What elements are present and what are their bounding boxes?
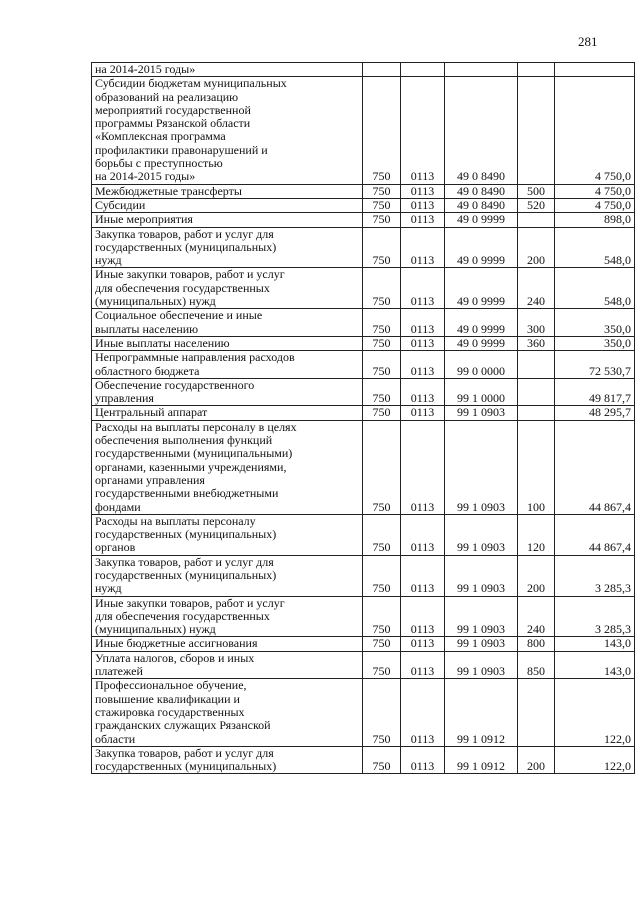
row-target-code: [445, 63, 518, 77]
row-name-text: на 2014-2015 годы»: [95, 62, 196, 76]
row-amount-text: 122,0: [604, 731, 631, 746]
row-section-code: [401, 351, 445, 379]
row-expense-type-code-text: 360: [527, 335, 545, 350]
row-expense-type-code: [518, 351, 555, 379]
row-ved-code-text: 750: [372, 391, 391, 406]
row-section-code: [401, 268, 445, 309]
row-ved-code: [363, 213, 401, 227]
row-ved-code-text: 750: [372, 581, 391, 596]
row-name-text: Центральный аппарат: [95, 405, 208, 420]
row-amount-text: 4 750,0: [595, 197, 631, 212]
row-name: [92, 184, 363, 198]
row-ved-code-text: 750: [372, 540, 391, 555]
row-amount-text: 898,0: [604, 212, 631, 227]
row-expense-type-code: [518, 63, 555, 77]
row-amount: [555, 746, 635, 774]
row-amount: [555, 637, 635, 651]
row-amount: [555, 514, 635, 555]
row-expense-type-code-text: 240: [527, 294, 545, 309]
table-row: [92, 651, 635, 679]
row-amount: [555, 378, 635, 406]
row-amount-text: 49 817,7: [589, 391, 631, 406]
row-expense-type-code: [518, 227, 555, 268]
row-target-code: [445, 351, 518, 379]
table-row: [92, 746, 635, 774]
table-row: [92, 213, 635, 227]
table-row: [92, 77, 635, 184]
row-section-code-text: 0113: [410, 197, 435, 212]
row-target-code-text: 99 1 0903: [457, 581, 505, 596]
row-ved-code-text: 750: [372, 664, 391, 679]
row-name-text: Закупка товаров, работ и услуг для государственных (муниципальных) нужд: [95, 554, 277, 596]
row-ved-code: [363, 746, 401, 774]
row-expense-type-code: [518, 268, 555, 309]
row-ved-code-text: 750: [372, 622, 391, 637]
row-section-code-text: 0113: [410, 664, 435, 679]
row-target-code-text: 99 1 0903: [457, 636, 505, 651]
row-amount: [555, 679, 635, 746]
row-amount: [555, 651, 635, 679]
row-expense-type-code-text: 850: [527, 664, 545, 679]
row-target-code: [445, 420, 518, 514]
row-name-text: Закупка товаров, работ и услуг для государственных (муниципальных): [95, 745, 277, 774]
row-target-code: [445, 746, 518, 774]
row-target-code-text: 99 1 0000: [457, 391, 505, 406]
row-amount: [555, 227, 635, 268]
row-ved-code: [363, 555, 401, 596]
row-target-code: [445, 555, 518, 596]
row-expense-type-code: [518, 514, 555, 555]
row-section-code: [401, 596, 445, 637]
row-expense-type-code: [518, 378, 555, 406]
row-name: [92, 555, 363, 596]
row-ved-code: [363, 309, 401, 337]
row-amount-text: 3 285,3: [595, 581, 631, 596]
row-ved-code-text: 750: [372, 321, 391, 336]
row-section-code-text: 0113: [410, 731, 435, 746]
row-section-code: [401, 420, 445, 514]
row-expense-type-code: [518, 406, 555, 420]
row-amount: [555, 213, 635, 227]
row-target-code-text: 49 0 9999: [457, 335, 505, 350]
row-target-code: [445, 596, 518, 637]
row-name: [92, 351, 363, 379]
row-ved-code-text: 750: [372, 335, 391, 350]
row-expense-type-code-text: 520: [527, 197, 545, 212]
row-expense-type-code: [518, 555, 555, 596]
row-section-code-text: 0113: [410, 759, 435, 774]
row-amount: [555, 268, 635, 309]
row-name-text: Иные закупки товаров, работ и услуг для обеспечения государственных (муниципальных) нужд: [95, 595, 285, 637]
row-expense-type-code-text: 120: [527, 540, 545, 555]
row-ved-code: [363, 336, 401, 350]
row-ved-code: [363, 268, 401, 309]
row-amount-text: 48 295,7: [589, 405, 631, 420]
row-target-code: [445, 514, 518, 555]
row-amount: [555, 420, 635, 514]
row-section-code-text: 0113: [410, 335, 435, 350]
row-expense-type-code-text: 240: [527, 622, 545, 637]
row-section-code: [401, 213, 445, 227]
row-expense-type-code-text: 200: [527, 759, 545, 774]
row-name-text: Субсидии бюджетам муниципальных образований на реализацию мероприятий государственной программы Рязанской области «Комплексная программа профилактики правонарушений и борьбы с преступностью на 2014-2015 годы»: [95, 76, 287, 184]
row-section-code-text: 0113: [410, 212, 435, 227]
row-expense-type-code: [518, 651, 555, 679]
table-row: [92, 514, 635, 555]
row-section-code-text: 0113: [410, 540, 435, 555]
row-expense-type-code-text: 300: [527, 321, 545, 336]
row-target-code: [445, 268, 518, 309]
row-section-code-text: 0113: [410, 391, 435, 406]
row-ved-code-text: 750: [372, 759, 391, 774]
row-expense-type-code: [518, 596, 555, 637]
row-target-code: [445, 336, 518, 350]
row-section-code-text: 0113: [410, 294, 435, 309]
row-section-code: [401, 198, 445, 212]
row-ved-code: [363, 420, 401, 514]
row-target-code-text: 49 0 9999: [457, 253, 505, 268]
row-target-code-text: 99 1 0903: [457, 664, 505, 679]
row-amount-text: 548,0: [604, 253, 631, 268]
row-expense-type-code: [518, 746, 555, 774]
row-ved-code: [363, 651, 401, 679]
page-number: 281: [578, 34, 598, 49]
row-name: [92, 63, 363, 77]
row-section-code: [401, 77, 445, 184]
row-name-text: Закупка товаров, работ и услуг для государственных (муниципальных) нужд: [95, 226, 277, 268]
row-ved-code: [363, 63, 401, 77]
row-target-code: [445, 309, 518, 337]
row-section-code-text: 0113: [410, 405, 435, 420]
row-expense-type-code: [518, 213, 555, 227]
row-target-code: [445, 679, 518, 746]
table-row: [92, 309, 635, 337]
row-target-code-text: 49 0 9999: [457, 294, 505, 309]
table-row: [92, 351, 635, 379]
row-name: [92, 651, 363, 679]
row-amount-text: 3 285,3: [595, 622, 631, 637]
row-amount: [555, 77, 635, 184]
row-ved-code-text: 750: [372, 499, 391, 514]
row-expense-type-code-text: 200: [527, 581, 545, 596]
row-section-code-text: 0113: [410, 622, 435, 637]
row-expense-type-code: [518, 679, 555, 746]
row-expense-type-code: [518, 198, 555, 212]
row-target-code: [445, 77, 518, 184]
row-ved-code-text: 750: [372, 405, 391, 420]
row-target-code: [445, 378, 518, 406]
row-amount-text: 4 750,0: [595, 183, 631, 198]
row-ved-code-text: 750: [372, 363, 391, 378]
table-row: [92, 63, 635, 77]
row-name: [92, 336, 363, 350]
table-row: [92, 268, 635, 309]
row-name: [92, 637, 363, 651]
row-section-code-text: 0113: [410, 363, 435, 378]
row-name: [92, 679, 363, 746]
row-name: [92, 420, 363, 514]
row-section-code: [401, 637, 445, 651]
row-name-text: Профессиональное обучение, повышение квалификации и стажировка государственных гражданских служащих Рязанской области: [95, 678, 271, 746]
row-expense-type-code-text: 800: [527, 636, 545, 651]
row-name-text: Межбюджетные трансферты: [95, 183, 242, 198]
row-section-code-text: 0113: [410, 321, 435, 336]
row-section-code-text: 0113: [410, 169, 435, 184]
table-row: [92, 406, 635, 420]
row-section-code: [401, 378, 445, 406]
row-name-text: Обеспечение государственного управления: [95, 377, 255, 406]
row-section-code: [401, 651, 445, 679]
row-name: [92, 406, 363, 420]
row-target-code-text: 99 0 0000: [457, 363, 505, 378]
row-ved-code-text: 750: [372, 731, 391, 746]
row-ved-code: [363, 679, 401, 746]
row-target-code: [445, 184, 518, 198]
row-target-code-text: 49 0 8490: [457, 169, 505, 184]
row-amount-text: 44 867,4: [589, 499, 631, 514]
row-section-code: [401, 309, 445, 337]
table-row: [92, 184, 635, 198]
row-target-code: [445, 227, 518, 268]
row-name: [92, 514, 363, 555]
row-name-text: Расходы на выплаты персоналу в целях обеспечения выполнения функций государственными (муниципальными) органами, казенными учреждениями, органами управления государственными внебюджетными фондами: [95, 419, 297, 514]
row-section-code-text: 0113: [410, 581, 435, 596]
row-section-code: [401, 406, 445, 420]
row-amount-text: 143,0: [604, 664, 631, 679]
row-ved-code: [363, 351, 401, 379]
row-ved-code-text: 750: [372, 636, 391, 651]
row-section-code-text: 0113: [410, 636, 435, 651]
row-target-code-text: 49 0 9999: [457, 212, 505, 227]
row-target-code-text: 99 1 0912: [457, 731, 505, 746]
row-name: [92, 596, 363, 637]
row-target-code: [445, 406, 518, 420]
row-amount-text: 548,0: [604, 294, 631, 309]
row-ved-code: [363, 198, 401, 212]
row-amount-text: 143,0: [604, 636, 631, 651]
row-expense-type-code: [518, 336, 555, 350]
row-name-text: Непрограммные направления расходов областного бюджета: [95, 350, 295, 378]
row-section-code: [401, 336, 445, 350]
table-row: [92, 336, 635, 350]
row-ved-code: [363, 637, 401, 651]
row-target-code-text: 49 0 9999: [457, 321, 505, 336]
row-amount: [555, 555, 635, 596]
row-target-code-text: 99 1 0903: [457, 499, 505, 514]
row-amount-text: 4 750,0: [595, 169, 631, 184]
row-target-code-text: 99 1 0903: [457, 622, 505, 637]
row-section-code-text: 0113: [410, 183, 435, 198]
row-section-code: [401, 555, 445, 596]
table-row: [92, 596, 635, 637]
row-ved-code: [363, 378, 401, 406]
table-row: [92, 378, 635, 406]
row-section-code: [401, 746, 445, 774]
row-amount: [555, 596, 635, 637]
row-expense-type-code: [518, 184, 555, 198]
row-amount-text: 72 530,7: [589, 363, 631, 378]
row-name-text: Иные выплаты населению: [95, 335, 230, 350]
row-name-text: Субсидии: [95, 197, 146, 212]
row-amount-text: 44 867,4: [589, 540, 631, 555]
row-ved-code-text: 750: [372, 169, 391, 184]
row-target-code: [445, 198, 518, 212]
row-amount: [555, 351, 635, 379]
row-section-code: [401, 184, 445, 198]
row-amount-text: 122,0: [604, 759, 631, 774]
table-row: [92, 679, 635, 746]
row-amount: [555, 309, 635, 337]
row-ved-code-text: 750: [372, 253, 391, 268]
row-target-code: [445, 651, 518, 679]
row-name-text: Расходы на выплаты персоналу государственных (муниципальных) органов: [95, 513, 277, 555]
row-name-text: Социальное обеспечение и иные выплаты населению: [95, 308, 263, 336]
row-target-code: [445, 637, 518, 651]
row-expense-type-code: [518, 420, 555, 514]
row-ved-code-text: 750: [372, 197, 391, 212]
row-expense-type-code: [518, 77, 555, 184]
row-ved-code-text: 750: [372, 183, 391, 198]
row-expense-type-code: [518, 637, 555, 651]
row-section-code-text: 0113: [410, 253, 435, 268]
row-section-code-text: 0113: [410, 499, 435, 514]
row-target-code-text: 49 0 8490: [457, 197, 505, 212]
row-name-text: Иные мероприятия: [95, 212, 193, 227]
row-amount: [555, 184, 635, 198]
row-ved-code-text: 750: [372, 294, 391, 309]
budget-table: [91, 62, 635, 774]
row-expense-type-code-text: 200: [527, 253, 545, 268]
row-amount: [555, 63, 635, 77]
table-row: [92, 555, 635, 596]
row-amount: [555, 198, 635, 212]
row-ved-code: [363, 77, 401, 184]
row-section-code: [401, 679, 445, 746]
row-name: [92, 198, 363, 212]
row-target-code-text: 99 1 0903: [457, 405, 505, 420]
row-section-code: [401, 227, 445, 268]
row-ved-code: [363, 406, 401, 420]
row-amount: [555, 406, 635, 420]
table-row: [92, 637, 635, 651]
row-name-text: Иные закупки товаров, работ и услуг для обеспечения государственных (муниципальных) нужд: [95, 267, 285, 309]
row-ved-code: [363, 514, 401, 555]
row-ved-code: [363, 184, 401, 198]
table-row: [92, 198, 635, 212]
row-name: [92, 378, 363, 406]
row-expense-type-code-text: 100: [527, 499, 545, 514]
row-target-code-text: 99 1 0912: [457, 759, 505, 774]
row-section-code: [401, 63, 445, 77]
row-expense-type-code: [518, 309, 555, 337]
row-name: [92, 746, 363, 774]
row-name: [92, 268, 363, 309]
row-amount-text: 350,0: [604, 321, 631, 336]
row-amount-text: 350,0: [604, 335, 631, 350]
row-target-code-text: 99 1 0903: [457, 540, 505, 555]
row-name: [92, 77, 363, 184]
row-ved-code-text: 750: [372, 212, 391, 227]
row-name: [92, 227, 363, 268]
row-expense-type-code-text: 500: [527, 183, 545, 198]
row-ved-code: [363, 596, 401, 637]
budget-table-body: [92, 63, 635, 774]
row-name-text: Иные бюджетные ассигнования: [95, 636, 258, 651]
table-row: [92, 227, 635, 268]
row-name: [92, 309, 363, 337]
row-target-code-text: 49 0 8490: [457, 183, 505, 198]
row-target-code: [445, 213, 518, 227]
row-name: [92, 213, 363, 227]
row-ved-code: [363, 227, 401, 268]
row-name-text: Уплата налогов, сборов и иных платежей: [95, 650, 255, 679]
table-row: [92, 420, 635, 514]
row-amount: [555, 336, 635, 350]
row-section-code: [401, 514, 445, 555]
